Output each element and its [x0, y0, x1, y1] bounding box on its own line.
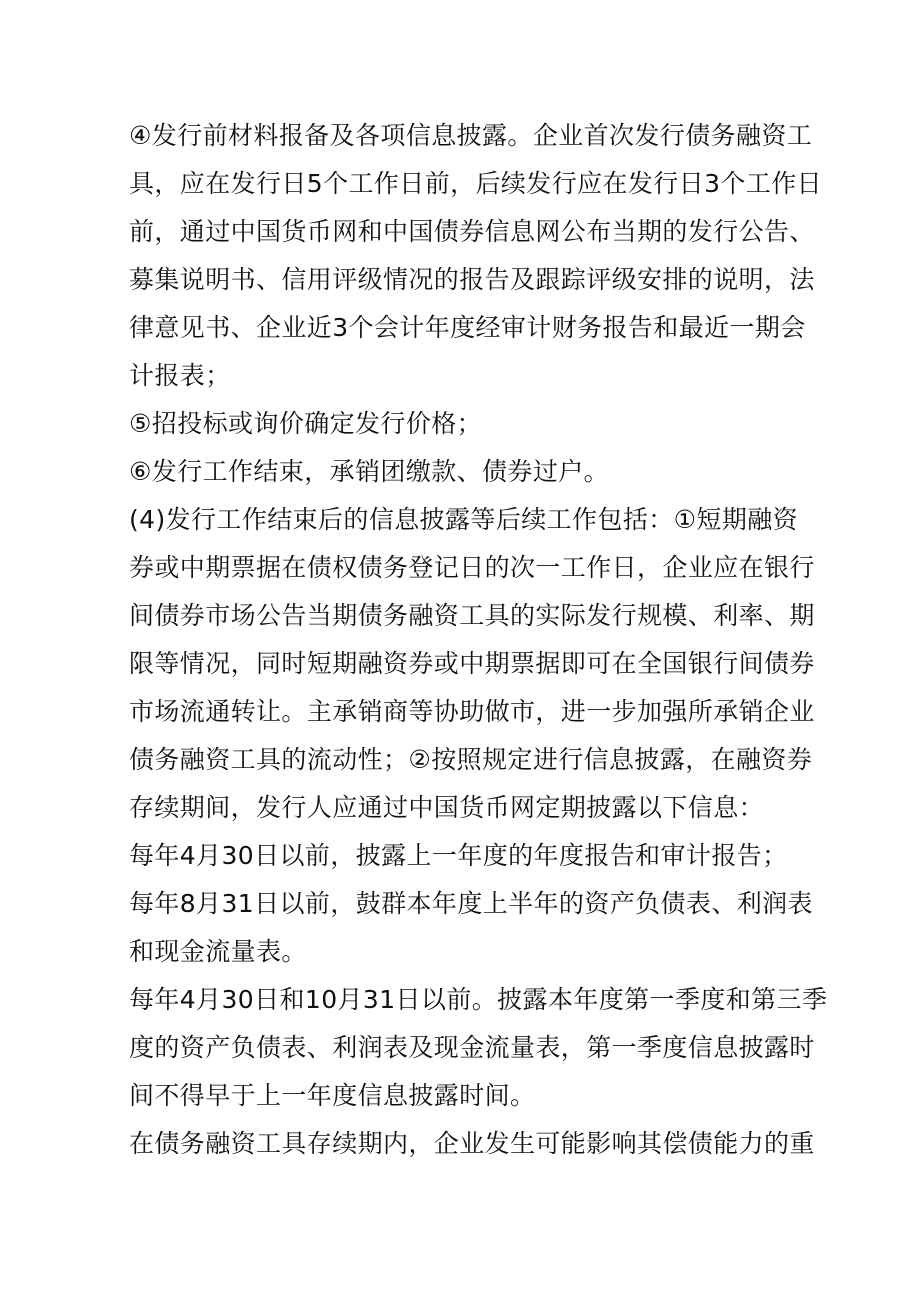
- text-line: 每年8月31日以前，鼓群本年度上半年的资产负债表、利润表: [129, 889, 813, 918]
- text-line: 前，通过中国货币网和中国债券信息网公布当期的发行公告、: [129, 217, 815, 246]
- text-line: 计报表；: [129, 361, 231, 390]
- text-line: 间不得早于上一年度信息披露时间。: [129, 1081, 536, 1110]
- text-line: ⑤招投标或询价确定发行价格；: [129, 409, 483, 438]
- text-line: 募集说明书、信用评级情况的报告及跟踪评级安排的说明，法: [129, 265, 815, 294]
- text-line: 存续期间，发行人应通过中国货币网定期披露以下信息：: [129, 793, 765, 822]
- text-line: ⑥发行工作结束，承销团缴款、债券过户。: [129, 457, 610, 486]
- text-line: 度的资产负债表、利润表及现金流量表，第一季度信息披露时: [129, 1033, 815, 1062]
- text-line: 间债券市场公告当期债务融资工具的实际发行规模、利率、期: [129, 601, 815, 630]
- text-line: 律意见书、企业近3个会计年度经审计财务报告和最近一期会: [129, 313, 806, 342]
- text-line: 债务融资工具的流动性；②按照规定进行信息披露，在融资券: [129, 745, 813, 774]
- text-line: 在债务融资工具存续期内，企业发生可能影响其偿债能力的重: [129, 1129, 815, 1158]
- text-line: 市场流通转让。主承销商等协助做市，进一步加强所承销企业: [129, 697, 815, 726]
- text-line: ④发行前材料报备及各项信息披露。企业首次发行债务融资工: [129, 121, 813, 150]
- text-line: 券或中期票据在债权债务登记日的次一工作日，企业应在银行: [129, 553, 815, 582]
- text-line: 每年4月30日和10月31日以前。披露本年度第一季度和第三季: [129, 985, 828, 1014]
- text-line: 和现金流量表。: [129, 937, 307, 966]
- document-page: [129, 112, 828, 1168]
- text-line: 限等情况，同时短期融资券或中期票据即可在全国银行间债券: [129, 649, 815, 678]
- text-line: 具，应在发行日5个工作日前，后续发行应在发行日3个工作日: [129, 169, 823, 198]
- text-line: (4)发行工作结束后的信息披露等后续工作包括：①短期融资: [129, 505, 799, 534]
- text-line: 每年4月30日以前，披露上一年度的年度报告和审计报告；: [129, 841, 788, 870]
